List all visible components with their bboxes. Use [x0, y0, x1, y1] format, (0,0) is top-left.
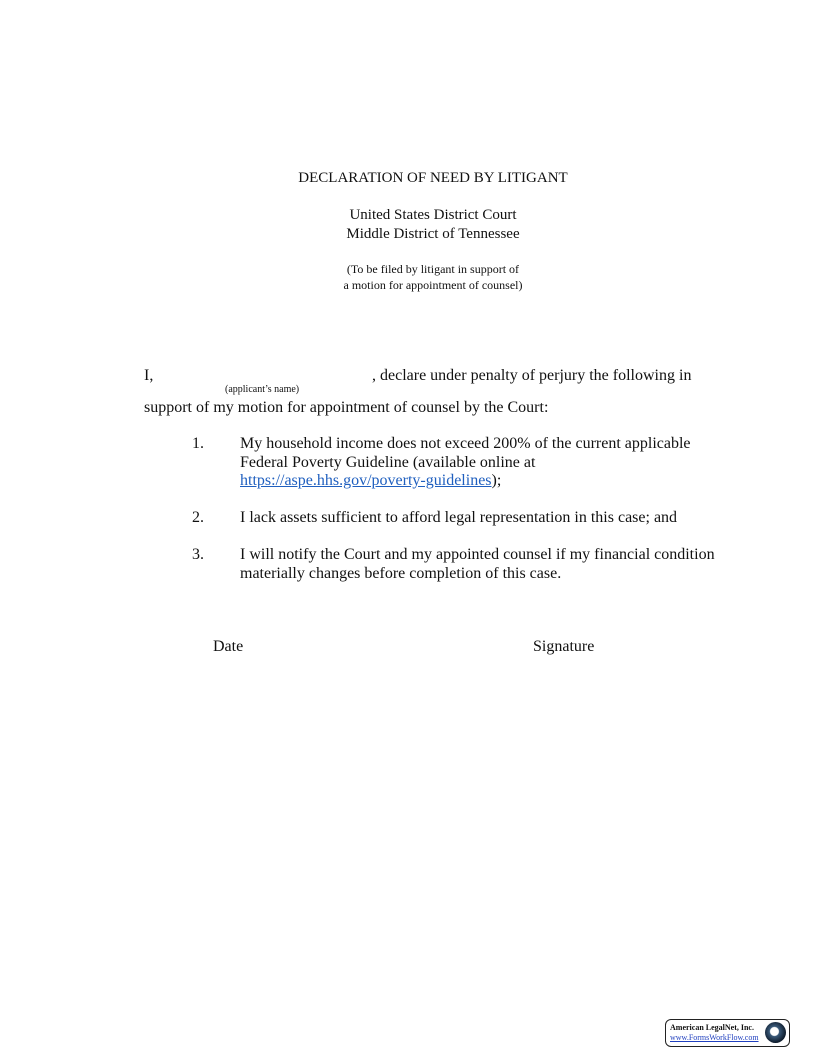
court-name: United States District Court — [349, 207, 517, 223]
item-number: 1. — [192, 435, 204, 452]
logo-url-link[interactable]: www.FormsWorkFlow.com — [670, 1033, 759, 1042]
intro-start: I, — [144, 367, 154, 384]
item-text — [240, 472, 501, 490]
logo-company: American LegalNet, Inc. — [670, 1023, 754, 1032]
item-text: materially changes before completion of this case. — [240, 565, 562, 582]
applicant-name-caption: (applicant’s name) — [225, 384, 300, 395]
signature-label: Signature — [533, 638, 595, 655]
item-text: Federal Poverty Guideline (available online at — [240, 454, 536, 471]
poverty-guidelines-link[interactable]: https://aspe.hhs.gov/poverty-guidelines — [240, 472, 492, 489]
link-suffix: ); — [491, 472, 502, 489]
filing-note-line1: (To be filed by litigant in support of — [346, 262, 520, 276]
item-number: 3. — [192, 546, 204, 563]
globe-icon — [765, 1022, 786, 1043]
item-text: I lack assets sufficient to afford legal representation in this case; and — [240, 509, 678, 526]
filing-note-line2: a motion for appointment of counsel) — [343, 278, 523, 292]
date-label: Date — [213, 638, 244, 655]
american-legalnet-logo[interactable] — [665, 1019, 790, 1047]
item-text: I will notify the Court and my appointed counsel if my financial condition — [240, 546, 715, 563]
intro-rest: , declare under penalty of perjury the following in — [372, 367, 692, 384]
item-text: My household income does not exceed 200% of the current applicable — [240, 435, 691, 452]
item-number: 2. — [192, 509, 204, 526]
document-title: DECLARATION OF NEED BY LITIGANT — [298, 170, 568, 186]
district-name: Middle District of Tennessee — [346, 226, 520, 242]
intro-line2: support of my motion for appointment of counsel by the Court: — [144, 399, 549, 416]
